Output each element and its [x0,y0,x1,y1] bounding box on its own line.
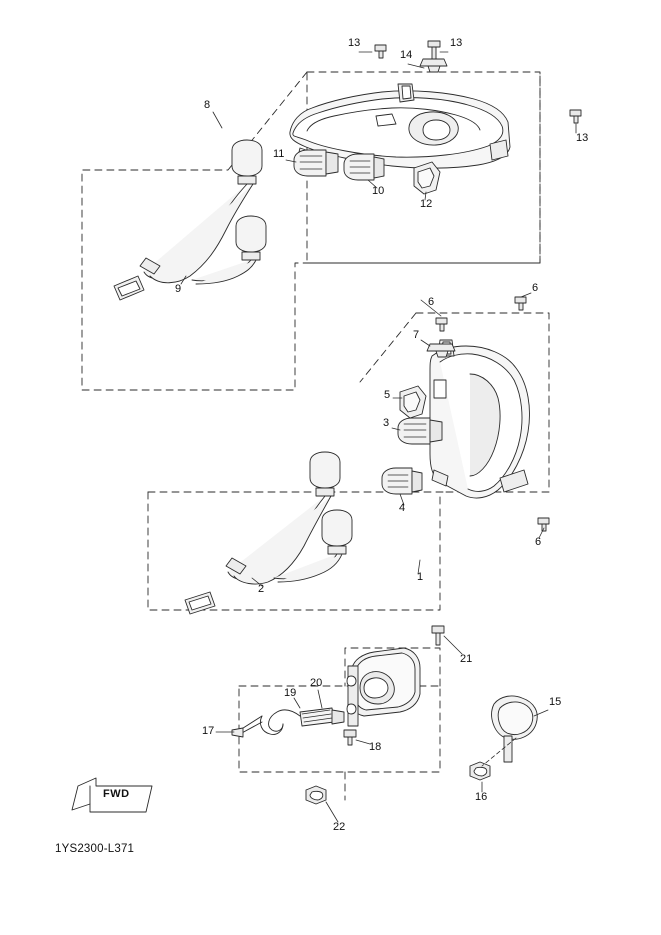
callout-17: 17 [202,725,215,737]
callout-21: 21 [460,653,473,665]
clip-14 [420,59,447,72]
callout-11: 11 [273,148,285,160]
callout-6-upper-right: 6 [532,282,539,294]
bulb-10 [344,154,384,180]
part-code-label: 1YS2300-L371 [55,843,135,855]
bulb-20 [300,708,344,726]
callout-19: 19 [284,687,297,699]
wire-harness-9 [114,140,266,300]
screw-21 [432,626,444,645]
callout-5: 5 [384,389,391,401]
callout-8: 8 [204,99,211,111]
screw-13-right [570,110,581,123]
bulb-11 [294,150,338,176]
wire-harness-19 [232,710,300,737]
callout-13-upper-right: 13 [450,37,463,49]
fwd-label: FWD [103,788,130,800]
nut-22 [306,786,326,804]
wire-harness-2 [185,452,352,614]
socket-5 [400,386,426,418]
screw-6-upper-right [515,297,526,310]
screw-6-upper-left [436,318,447,331]
callout-6-lower: 6 [535,536,542,548]
callout-20: 20 [310,677,323,689]
callout-18: 18 [369,741,382,753]
bulb-4 [382,468,422,494]
bulb-3 [398,418,442,444]
callout-10: 10 [372,185,385,197]
nut-16 [470,762,490,780]
callout-16: 16 [475,791,488,803]
socket-12 [414,162,440,194]
callout-4: 4 [399,502,406,514]
tail-light-housing-lower [430,340,530,498]
callout-13-right: 13 [576,132,589,144]
callout-13-upper-left: 13 [348,37,361,49]
callout-15: 15 [549,696,562,708]
screw-13-upper-left [375,45,386,58]
callout-22: 22 [333,821,346,833]
callout-1: 1 [417,571,424,583]
callout-14: 14 [400,49,413,61]
callout-3: 3 [383,417,390,429]
license-plate-light-body [347,648,420,726]
callout-6-upper-left: 6 [428,296,435,308]
callout-7: 7 [413,329,420,341]
callout-9: 9 [175,283,182,295]
callout-12: 12 [420,198,433,210]
callout-2: 2 [258,583,265,595]
screw-18 [344,730,356,745]
